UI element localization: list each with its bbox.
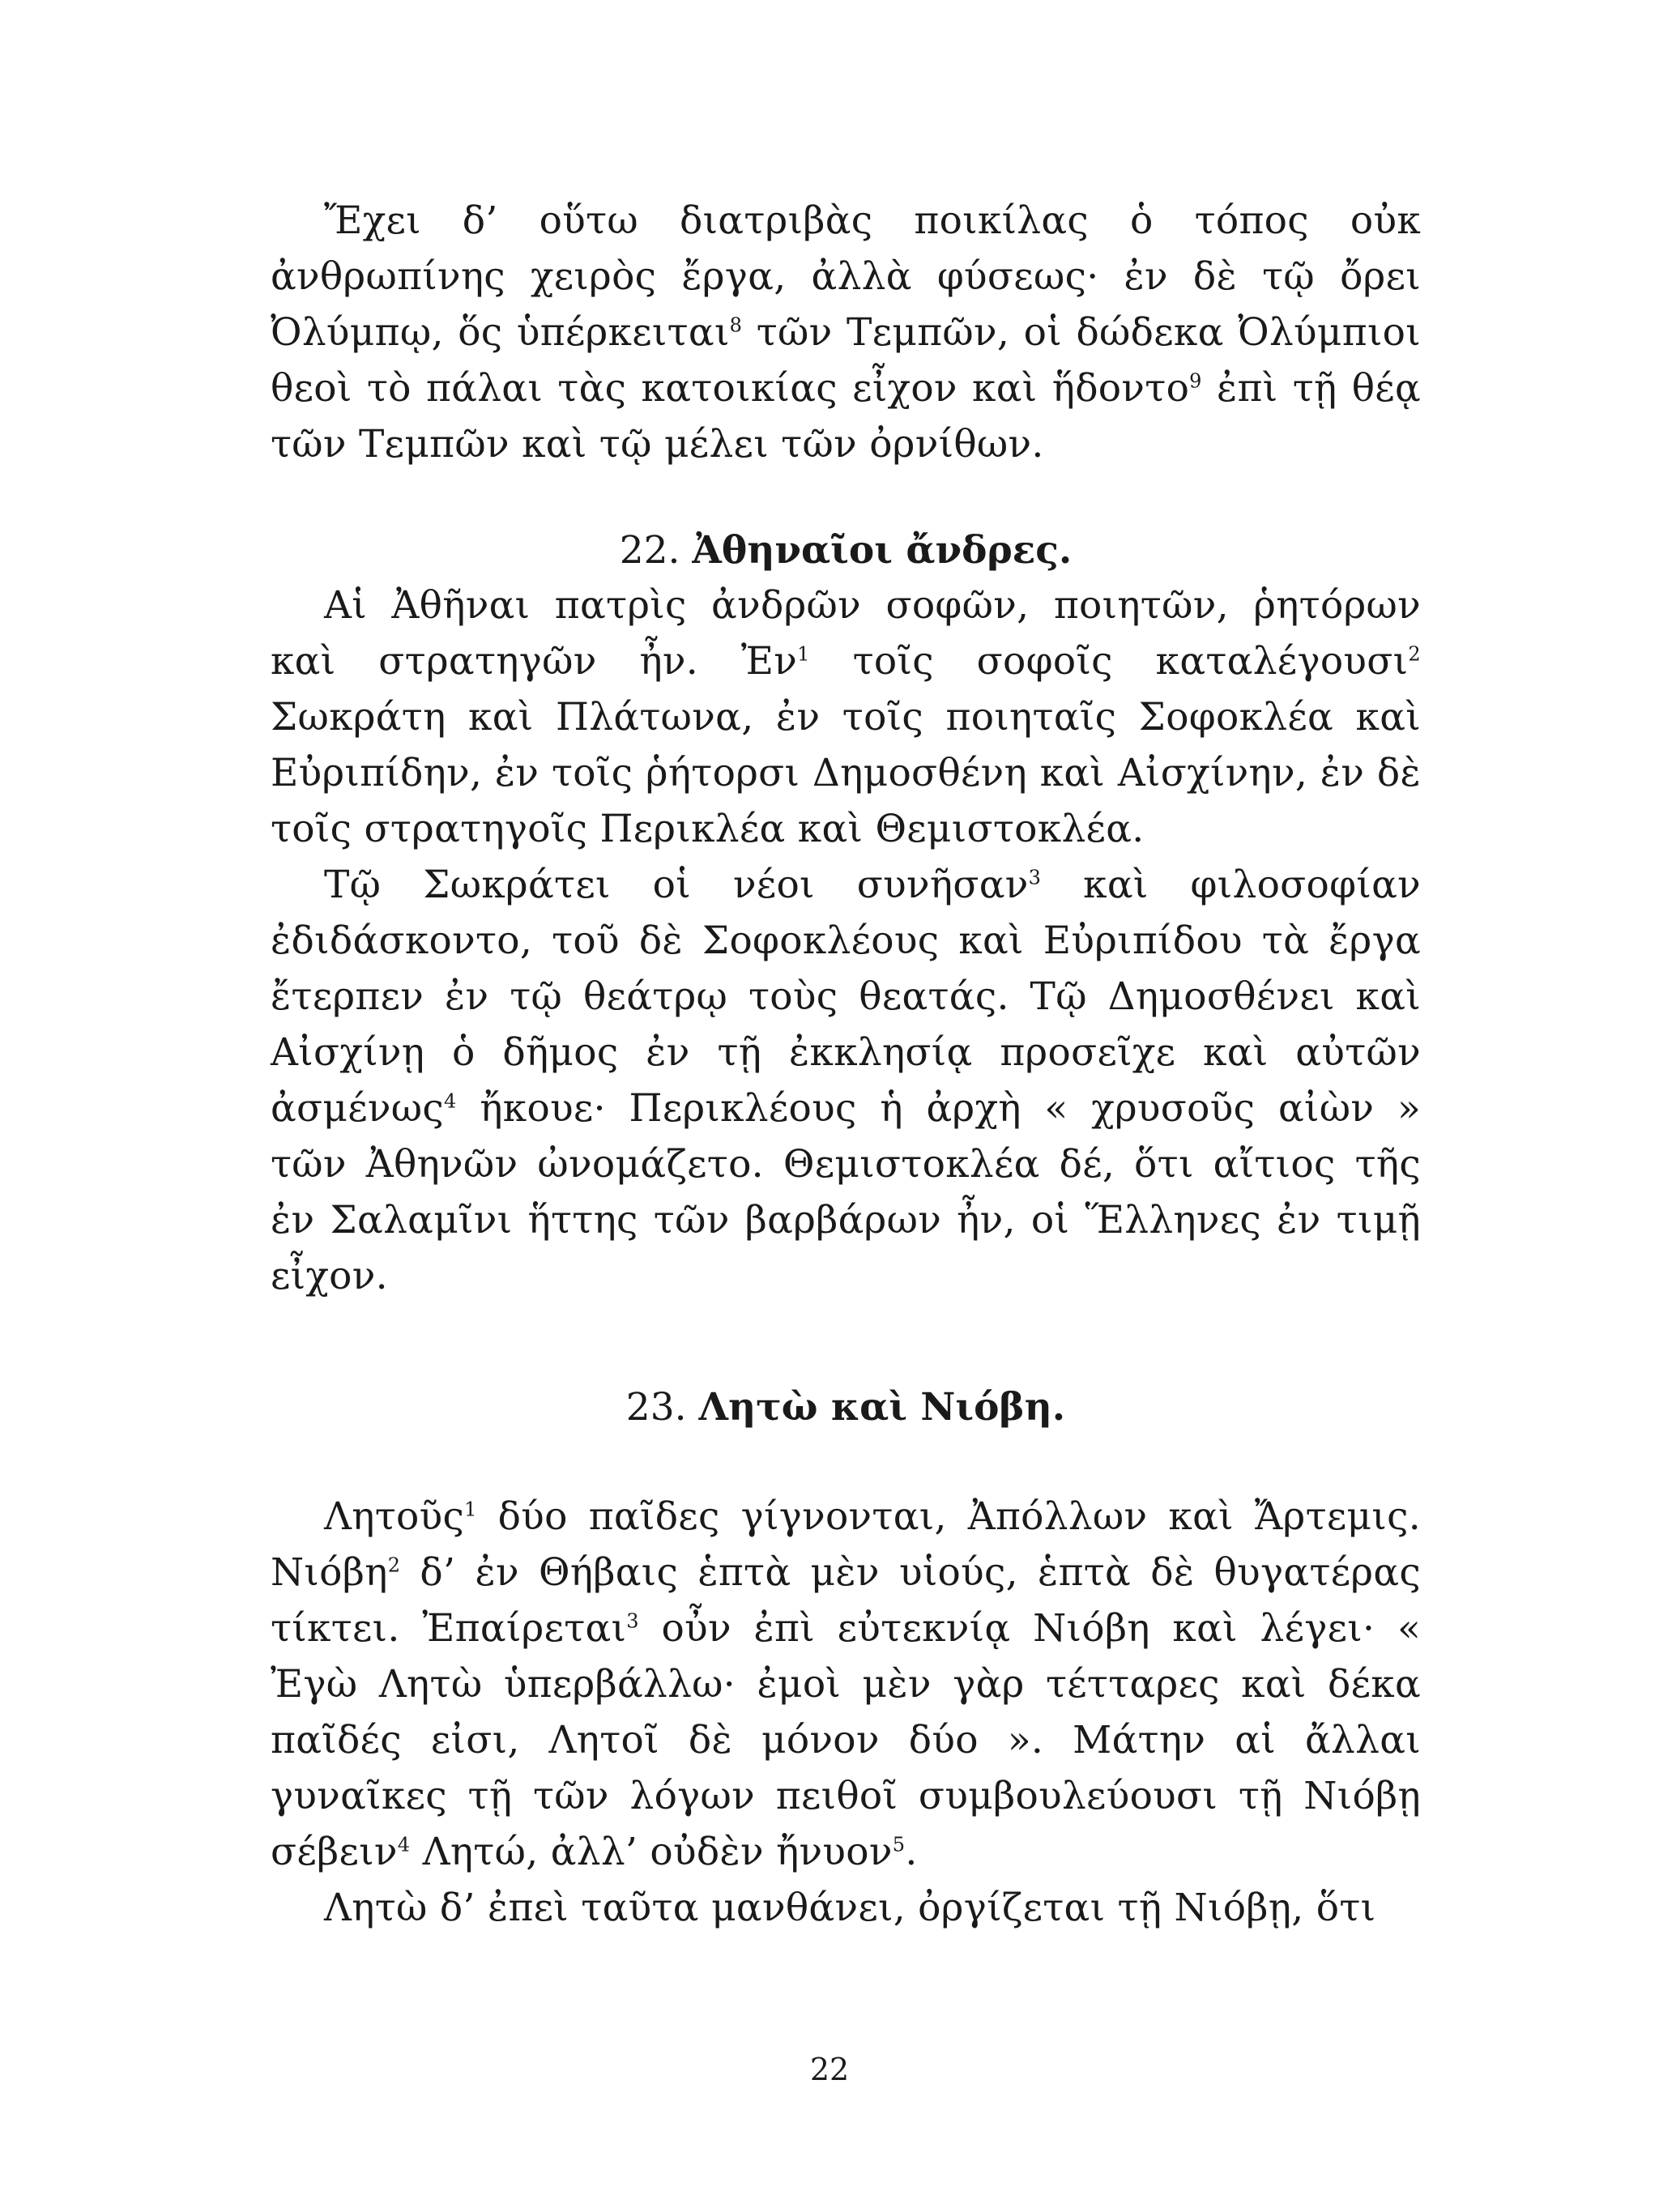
footnote-marker: 3 <box>626 1609 639 1633</box>
text-run: τῶν Τεμπῶν, οἱ δώδεκα Ὀλύμπιοι θεοὶ τὸ πάλαι τὰς κατοικίας εἶχον καὶ ἥδοντο <box>271 310 1421 411</box>
footnote-marker: 9 <box>1189 369 1202 393</box>
section-23-heading <box>271 1379 1421 1435</box>
footnote-marker: 4 <box>444 1089 457 1113</box>
footnote-marker: 1 <box>464 1498 477 1521</box>
text-run: ἤκουε· Περικλέους ἡ ἀρχὴ « χρυσοῦς αἰὼν » τῶν Ἀθηνῶν ὠνομάζετο. Θεμιστοκλέα δέ, ὅτι αἴτιος τῆς ἐν Σαλαμῖνι ἥττης τῶν βαρβάρων ἦν, οἱ Ἕλληνες ἐν τιμῇ εἶχον. <box>271 1086 1421 1298</box>
text-run: οὖν ἐπὶ εὐτεκνίᾳ Νιόβη καὶ λέγει· « Ἐγὼ Λητὼ ὑπερβάλλω· ἐμοὶ μὲν γὰρ τέτταρες καὶ δέκα παῖδές εἰσι, Λητοῖ δὲ μόνον δύο ». Μάτην αἱ ἄλλαι γυναῖκες τῇ τῶν λόγων πειθοῖ συμβουλεύουσι τῇ Νιόβῃ σέβειν <box>271 1606 1421 1874</box>
footnote-marker: 8 <box>729 313 743 337</box>
footnote-marker: 5 <box>892 1833 906 1856</box>
footnote-marker: 2 <box>387 1554 401 1577</box>
paragraph <box>271 857 1421 1304</box>
text-run: καὶ φιλοσοφίαν ἐδιδάσκοντο, τοῦ δὲ Σοφοκλέους καὶ Εὐριπίδου τὰ ἔργα ἔτερπεν ἐν τῷ θεάτρῳ τοὺς θεατάς. Τῷ Δημοσθένει καὶ Αἰσχίνῃ ὁ δῆμος ἐν τῇ ἐκκλησίᾳ προσεῖχε καὶ αὐτῶν ἀσμένως <box>271 863 1422 1131</box>
text-run: Αἱ Ἀθῆναι πατρὶς ἀνδρῶν σοφῶν, ποιητῶν, ῥητόρων καὶ στρατηγῶν ἦν. Ἐν <box>271 583 1421 684</box>
footnote-marker: 4 <box>397 1833 411 1856</box>
text-run: Λητὼ δ’ ἐπεὶ ταῦτα μανθάνει, ὀργίζεται τῇ Νιόβῃ, ὅτι <box>324 1886 1376 1930</box>
text-run: δύο παῖδες γίγνονται, Ἀπόλλων καὶ Ἄρτεμις. Νιόβη <box>271 1494 1421 1595</box>
text-run: . <box>905 1830 918 1874</box>
text-run: δ’ ἐν Θήβαις ἑπτὰ μὲν υἱούς, ἑπτὰ δὲ θυγατέρας τίκτει. Ἐπαίρεται <box>271 1550 1421 1651</box>
section-number: 23. <box>625 1385 687 1430</box>
section-22-text <box>271 578 1421 1304</box>
page-number: 22 <box>809 2052 850 2087</box>
text-run: Λητοῦς <box>324 1494 465 1539</box>
text-run: Λητώ, ἀλλ’ οὐδὲν ἤνυον <box>410 1830 893 1874</box>
text-run: Τῷ Σωκράτει οἱ νέοι συνῆσαν <box>324 863 1029 907</box>
text-run: ἐπὶ τῇ θέᾳ τῶν Τεμπῶν καὶ τῷ μέλει τῶν ὀρνίθων. <box>271 366 1421 467</box>
section-number: 22. <box>619 528 680 573</box>
footnote-marker: 1 <box>797 642 810 666</box>
paragraph <box>271 193 1421 472</box>
section-title: Ἀθηναῖοι ἄνδρες. <box>692 528 1073 573</box>
paragraph <box>271 1489 1421 1880</box>
section-23-text <box>271 1489 1421 1936</box>
text-run: Σωκράτη καὶ Πλάτωνα, ἐν τοῖς ποιηταῖς Σοφοκλέα καὶ Εὐριπίδην, ἐν τοῖς ῥήτορσι Δημοσθένη καὶ Αἰσχίνην, ἐν δὲ τοῖς στρατηγοῖς Περικλέα καὶ Θεμιστοκλέα. <box>271 695 1421 851</box>
paragraph <box>271 578 1421 857</box>
footnote-marker: 2 <box>1408 642 1421 666</box>
footnote-marker: 3 <box>1028 866 1042 889</box>
text-run: τοῖς σοφοῖς καταλέγουσι <box>809 639 1409 684</box>
section-21-text <box>271 193 1421 472</box>
section-title: Λητὼ καὶ Νιόβη. <box>698 1385 1066 1430</box>
paragraph <box>271 1880 1421 1936</box>
text-run: Ἔχει δ’ οὕτω διατριβὰς ποικίλας ὁ τόπος οὐκ ἀνθρωπίνης χειρὸς ἔργα, ἀλλὰ φύσεως· ἐν δὲ τῷ ὄρει Ὀλύμπῳ, ὅς ὑπέρκειται <box>271 198 1421 355</box>
section-22-heading <box>271 522 1421 578</box>
